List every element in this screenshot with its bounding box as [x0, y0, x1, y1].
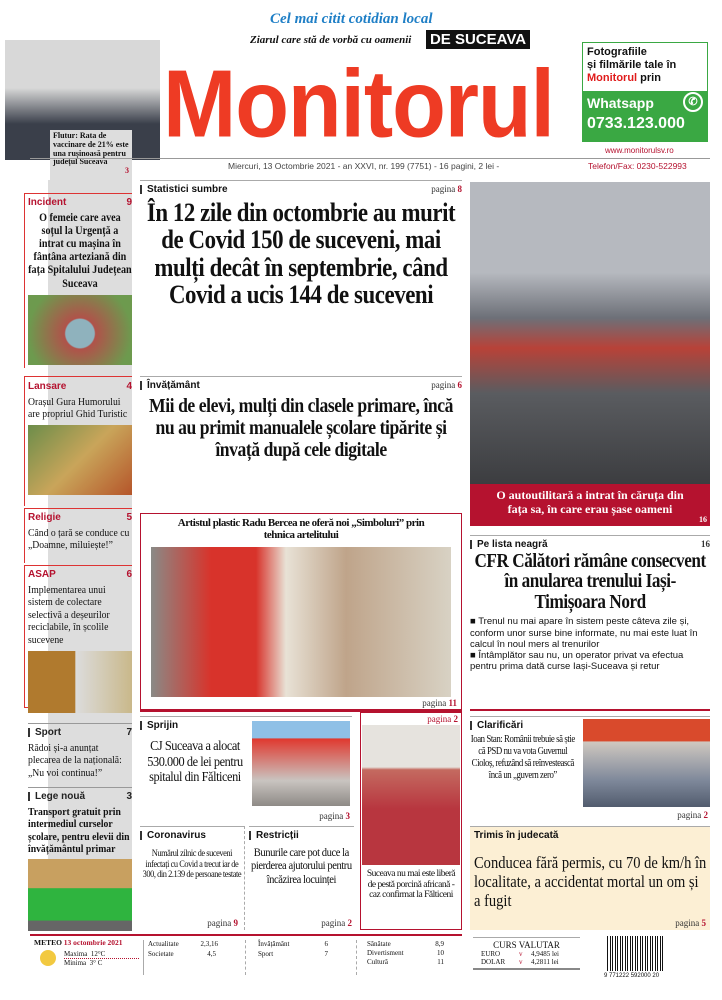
pesta-story[interactable]: pagina 2 Suceava nu mai este liberă de pestă porcină africană - caz confirmat la Fălticeni: [360, 712, 462, 930]
corner-story[interactable]: [50, 130, 132, 180]
corona-headline: Numărul zilnic de suceveni infectați cu Covid a trecut iar de 300, din 2.139 de persoane testate: [142, 849, 242, 881]
page-number: 7: [126, 727, 132, 738]
category-label: Lege nouă: [35, 791, 86, 802]
category-label: Restricții: [256, 830, 299, 841]
official-photo: [362, 725, 460, 865]
guide-photo: [28, 425, 132, 495]
barcode: [607, 936, 665, 971]
corner-story-page: 3: [125, 166, 129, 176]
story-text: Rădoi și-a anunțat plecarea de la națională: „Nu voi continua!”: [28, 741, 122, 779]
cfr-headline: CFR Călători rămâne consecvent în anularea trenului Iași-Timișoara Nord: [474, 551, 706, 613]
sidebar-item-lege-noua[interactable]: [28, 787, 132, 931]
page-number: 5: [126, 512, 132, 523]
trimis-story[interactable]: Trimis în judecată Conducea fără permis, cu 70 de km/h în localitate, a accidentat mortal un om și a fugit pagina 5: [470, 826, 710, 930]
edition-badge: DE SUCEAVA: [426, 30, 530, 49]
fountain-photo: [28, 295, 132, 365]
promo-number: 0733.123.000: [587, 115, 685, 132]
phone: Telefon/Fax: 0230-522993: [588, 161, 687, 171]
category-label: Sprijin: [147, 720, 179, 731]
category-label: Trimis în judecată: [474, 830, 559, 841]
category-label: ASAP: [28, 569, 56, 580]
restrictii-headline: Bunurile care pot duce la pierderea ajutorului pentru încăzirea locuinței: [250, 845, 352, 886]
accident-caption[interactable]: [470, 484, 710, 526]
clarificari-story[interactable]: Clarificări Ioan Stan: Românii trebuie să știe că PSD nu va vota Guvernul Cioloș, refuzând să reînvestească încă un „guvern zero” pagina 2: [470, 716, 710, 820]
page-number: 6: [126, 569, 132, 580]
category-label: Pe lista neagră: [477, 539, 548, 550]
category-label: Statistici sumbre: [147, 184, 228, 195]
page-number: 16: [701, 539, 710, 549]
story-text: Transport gratuit prin intermediul curselor școlare, pentru elevii din învățământul primar: [28, 805, 130, 856]
index-col: [245, 940, 355, 975]
promo-prin: prin: [640, 72, 661, 85]
cfr-bullet: ■ Întâmplător sau nu, un operator privat va efectua pentru prima dată curse Iași-Suceava și retur: [470, 650, 684, 673]
story-text: Implementarea unui sistem de colectare selectivă a deșeurilor reciclabile, în școlile sucevene: [28, 583, 110, 647]
category-label: Sport: [35, 727, 62, 738]
lead-headline: În 12 zile din octombrie au murit de Covid 150 de suceveni, mai mulți decât în septembrie, când Covid a ucis 144 de suceveni: [146, 198, 456, 309]
story-text: Când o țară se conduce cu „Doamne, miluiește!”: [28, 526, 130, 552]
category-label: Coronavirus: [147, 830, 206, 841]
page-ref: pagina 8: [431, 184, 462, 194]
page-number: 9: [126, 197, 132, 208]
art-headline: Artistul plastic Radu Bercea ne oferă noi „Simboluri” prin tehnica artelitului: [177, 517, 425, 542]
school-photo: [28, 651, 132, 713]
tagline: Cel mai citit cotidian local: [270, 11, 433, 27]
category-label: Învățământ: [147, 380, 200, 391]
restrictii-story[interactable]: Restricții Bunurile care pot duce la pierderea ajutorului pentru încăzirea locuinței pagina 2: [249, 826, 354, 930]
dateline: Miercuri, 13 Octombrie 2021 - an XXVI, nr. 199 (7751) - 16 pagini, 2 lei -: [228, 161, 500, 171]
page-number: 3: [126, 791, 132, 802]
promo-whatsapp: Whatsapp: [587, 95, 654, 111]
category-label: Clarificări: [477, 720, 524, 731]
barcode-number: 9 771222 592000 20: [604, 973, 660, 979]
sprijin-headline: CJ Suceava a alocat 530.000 de lei pentru spitalul din Fălticeni: [147, 739, 243, 786]
sidebar-item-religie[interactable]: [28, 512, 132, 552]
sidebar-item-incident[interactable]: [28, 197, 132, 365]
cfr-bullet: ■ Trenul nu mai apare în sistem peste câteva zile și, conform unor surse bine informate, nu mai este luat în calcul în noul mers al trenurilor: [470, 616, 698, 650]
accident-photo[interactable]: [470, 182, 710, 484]
category-label: Incident: [28, 197, 67, 208]
masthead-rule: [30, 158, 710, 159]
index-col: [356, 940, 466, 975]
bus-photo: [28, 859, 132, 931]
art-story[interactable]: Artistul plastic Radu Bercea ne oferă noi „Simboluri” prin tehnica artelitului pagina 11: [140, 513, 462, 710]
website[interactable]: www.monitorulsv.ro: [605, 146, 674, 155]
hospital-photo: [252, 721, 350, 806]
art-photo: [151, 547, 451, 697]
category-label: Lansare: [28, 381, 67, 392]
category-label: Religie: [28, 512, 61, 523]
whatsapp-icon: ✆: [683, 92, 703, 112]
lead-story[interactable]: [140, 180, 462, 375]
index-entry: Cultură 11: [367, 958, 444, 967]
subtitle: Ziarul care stă de vorbă cu oamenii: [250, 34, 412, 46]
sidebar-item-sport[interactable]: [28, 723, 132, 779]
index-col: [143, 940, 243, 975]
page-number: 16: [699, 515, 707, 525]
promo-line2: și filmările tale în: [587, 59, 677, 72]
weather-icon: [40, 950, 56, 966]
caption-text: O autoutilitară a intrat în căruța din fața sa, în care erau șase oameni: [496, 488, 684, 517]
clarificari-headline: Ioan Stan: Românii trebuie să știe că PSD nu va vota Guvernul Cioloș, refuzând să reînvestească încă un „guvern zero”: [470, 734, 575, 781]
page-number: 4: [126, 381, 132, 392]
footer-rule: [30, 934, 462, 936]
index-entry: Actualitate 2,3,16: [148, 940, 218, 948]
exchange-rates: CURS VALUTAR EURO v 4,9485 lei DOLAR v 4,2811 lei: [473, 937, 580, 970]
politician-photo: [583, 719, 710, 807]
index-entry: Divertisment 10: [367, 949, 444, 958]
story-text: O femeie care avea soțul la Urgență a intrat cu mașina în fântâna arteziană din fața Spitalului Județean Suceava: [28, 211, 132, 290]
weather-box: METEO 13 octombrie 2021 Maxima 12°C Minima 3° C: [34, 938, 139, 967]
cfr-story[interactable]: [470, 535, 710, 711]
pesta-headline: Suceava nu mai este liberă de pestă porcină africană - caz confirmat la Fălticeni: [366, 869, 456, 901]
index-entry: Sănătate 8,9: [367, 940, 444, 948]
index-entry: Învățământ 6: [258, 940, 328, 948]
promo-line1: Fotografiile: [587, 46, 647, 58]
sidebar-item-lansare[interactable]: [28, 381, 132, 495]
corona-story[interactable]: Coronavirus Numărul zilnic de suceveni infectați cu Covid a trecut iar de 300, din 2.139 de persoane testate pagina 9: [140, 826, 245, 930]
index-entry: Societate 4,5: [148, 949, 216, 958]
promo-brand: Monitorul: [587, 72, 638, 85]
story-text: Orașul Gura Humorului are propriul Ghid Turistic: [28, 395, 128, 421]
corner-story-text: Flutur: Rata de vaccinare de 21% este una rușinoasă pentru județul Suceava: [53, 131, 129, 167]
second-headline: Mii de elevi, mulți din clasele primare, încă nu au primit manualele școlare tipărite și învață după cele digitale: [149, 395, 454, 461]
sidebar-item-asap[interactable]: [28, 569, 132, 713]
index-entry: Sport 7: [258, 949, 328, 958]
second-story[interactable]: Învățământ pagina 6 Mii de elevi, mulți din clasele primare, încă nu au primit manualele școlare tipărite și învață după cele digitale: [140, 376, 462, 506]
whatsapp-promo[interactable]: [582, 42, 708, 142]
masthead-logo: Monitorul: [163, 50, 554, 157]
trimis-headline: Conducea fără permis, cu 70 de km/h în localitate, a accidentat mortal un om și a fugit: [474, 853, 707, 910]
sprijin-story[interactable]: Sprijin CJ Suceava a alocat 530.000 de lei pentru spitalul din Fălticeni pagina 3: [140, 716, 352, 821]
